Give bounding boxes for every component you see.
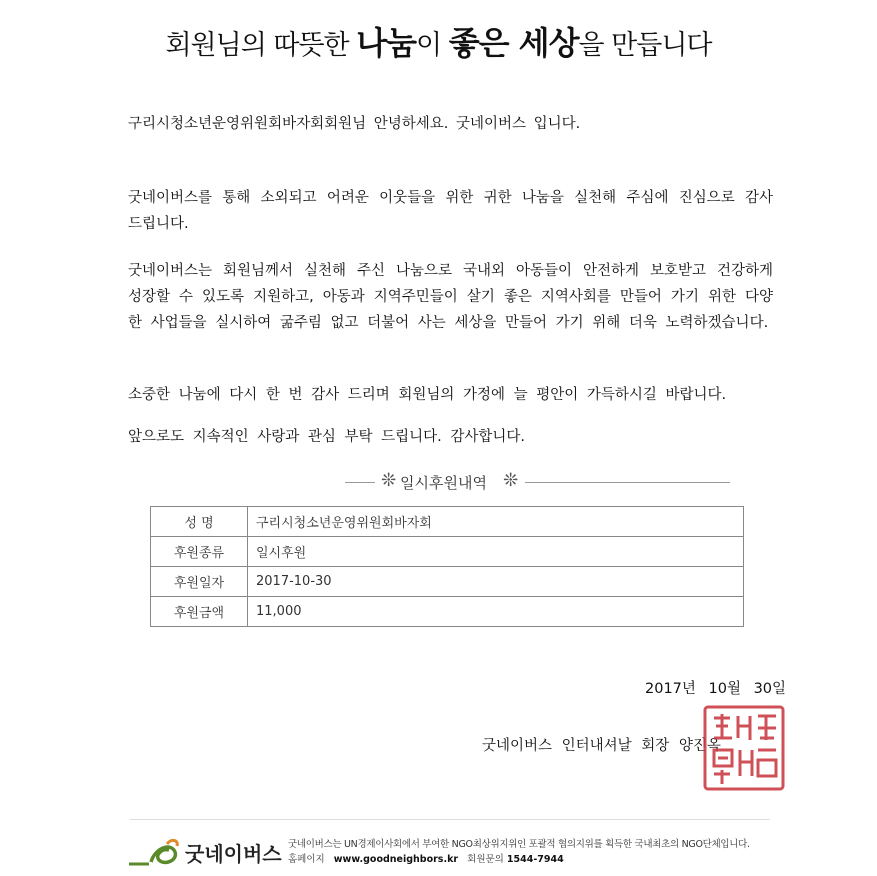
headline-part3: 을 만듭니다 bbox=[578, 30, 712, 61]
footer-divider bbox=[130, 819, 770, 820]
footer-description: 굿네이버스는 UN경제이사회에서 부여한 NGO최상위지위인 포괄적 협의지위를 획득한 국내최초의 NGO단체입니다. bbox=[288, 839, 750, 850]
row-label: 후원금액 bbox=[151, 597, 248, 627]
headline-big2: 좋은 세상 bbox=[448, 24, 579, 62]
signature-line: 굿네이버스 인터내셔날 회장 양진옥 bbox=[482, 738, 721, 754]
paragraph-thanks: 굿네이버스를 통해 소외되고 어려운 이웃들을 위한 귀한 나눔을 실천해 주심에 진심으로 감사 드립니다. bbox=[128, 190, 773, 232]
table-row bbox=[151, 567, 744, 597]
divider bbox=[345, 482, 375, 483]
greeting: 구리시청소년운영위원회바자회회원님 안녕하세요. 굿네이버스 입니다. bbox=[128, 116, 581, 132]
homepage-label: 홈페이지 bbox=[288, 854, 325, 865]
headline-part1: 회원님의 따뜻한 bbox=[165, 30, 357, 61]
paragraph-wishes: 소중한 나눔에 다시 한 번 감사 드리며 회원님의 가정에 늘 평안이 가득하시길 바랍니다. bbox=[128, 387, 727, 403]
footer-contact bbox=[288, 851, 564, 865]
official-seal-icon bbox=[702, 704, 786, 792]
homepage-link[interactable]: www.goodneighbors.kr bbox=[333, 854, 459, 865]
table-row bbox=[151, 597, 744, 627]
paragraph-mission: 굿네이버스는 회원님께서 실천해 주신 나눔으로 국내외 아동들이 안전하게 보호받고 건강하게 성장할 수 있도록 지원하고, 아동과 지역주민들이 살기 좋은 지역사회를 만들어 가기 위한 다양한 사업들을 실시하여 굶주림 없고 더불어 사는 세상을 만들어 가기 위해 더욱 노력하겠습니다. bbox=[128, 263, 773, 331]
table-row bbox=[151, 537, 744, 567]
goodneighbors-logo-icon bbox=[127, 834, 183, 870]
section-title bbox=[345, 470, 745, 494]
phone-number: 1544-7944 bbox=[506, 854, 564, 865]
row-value: 구리시청소년운영위원회바자회 bbox=[248, 507, 744, 537]
issue-date: 2017년 10월 30일 bbox=[645, 681, 787, 697]
table-row bbox=[151, 507, 744, 537]
row-value: 일시후원 bbox=[248, 537, 744, 567]
donation-table bbox=[150, 506, 744, 627]
row-value: 11,000 bbox=[248, 597, 744, 627]
flower-ornament-icon: ❊ bbox=[503, 470, 519, 491]
row-value: 2017-10-30 bbox=[248, 567, 744, 597]
headline bbox=[0, 18, 877, 64]
row-label: 후원종류 bbox=[151, 537, 248, 567]
headline-part2: 이 bbox=[416, 30, 449, 61]
flower-ornament-icon: ❊ bbox=[381, 470, 397, 491]
headline-big1: 나눔 bbox=[356, 24, 417, 62]
phone-label: 회원문의 bbox=[467, 854, 504, 865]
divider bbox=[525, 482, 730, 483]
logo-text: 굿네이버스 bbox=[185, 842, 282, 866]
row-label: 후원일자 bbox=[151, 567, 248, 597]
paragraph-closing: 앞으로도 지속적인 사랑과 관심 부탁 드립니다. 감사합니다. bbox=[128, 429, 526, 445]
row-label: 성 명 bbox=[151, 507, 248, 537]
section-title-text: 일시후원내역 bbox=[400, 474, 487, 492]
